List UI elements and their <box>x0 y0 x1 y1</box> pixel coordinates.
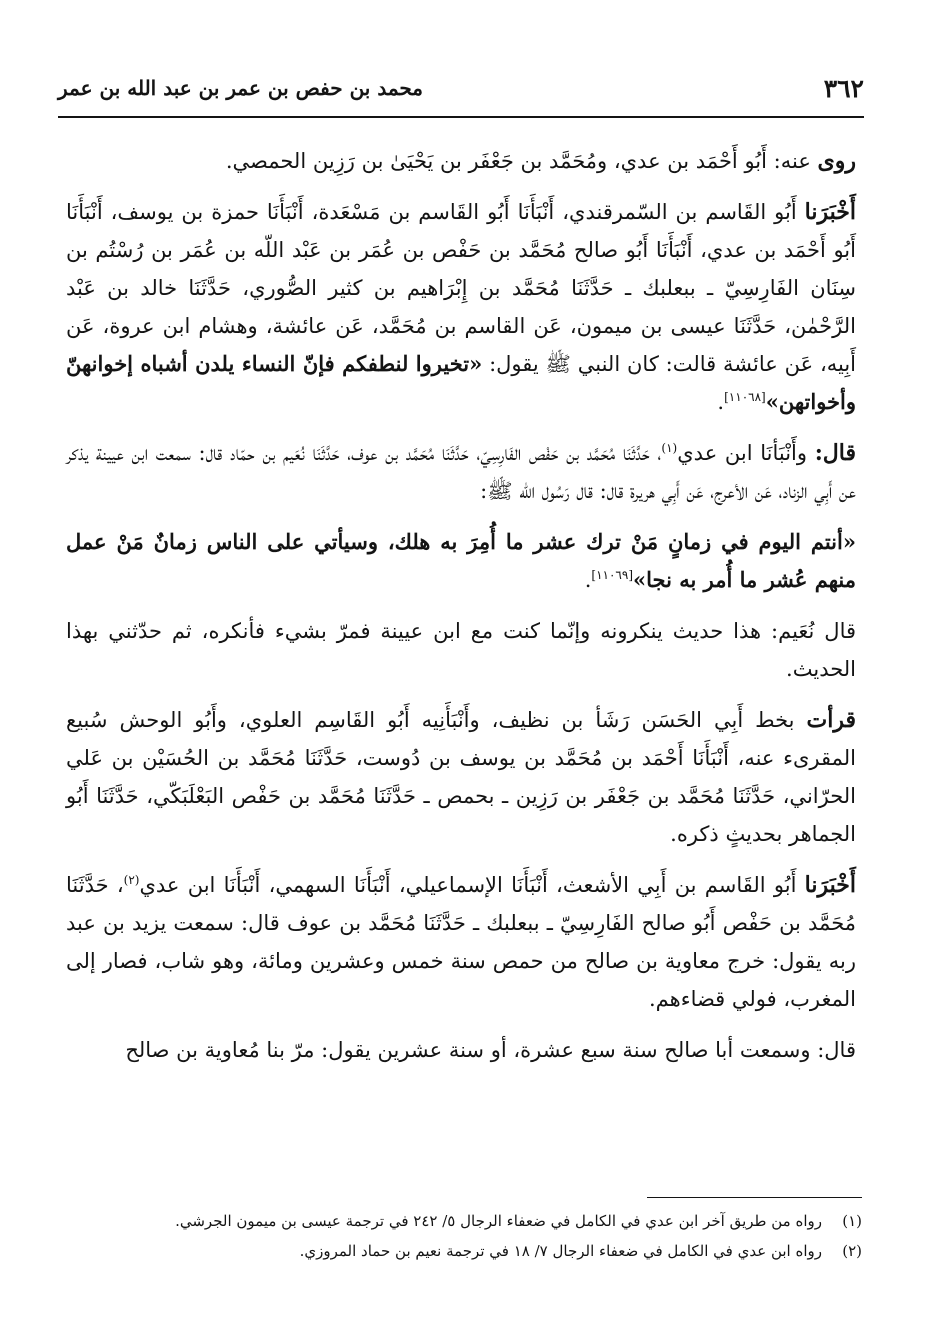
page-number: ٣٦٢ <box>823 73 864 103</box>
footnote-rule <box>647 1197 862 1198</box>
running-title: محمد بن حفص بن عمر بن عبد الله بن عمر <box>58 76 424 100</box>
page-header <box>58 68 864 108</box>
paragraph-narrators <box>66 142 856 180</box>
footnote-2 <box>70 1236 862 1266</box>
footnote-1 <box>70 1206 862 1236</box>
paragraph-text: بخط أَبِي الحَسَن رَشَأ بن نظيف، وأَنْبَأَنِيه أَبُو القَاسِم العلوي، وأَبُو الوحش سُبيع المقرىء عنه، أَنْبَأَنَا أَحْمَد بن مُحَمَّد بن يوسف بن دُوست، حَدَّثَنَا مُحَمَّد بن الحُسَيْن بن عَلي الحرّاني، حَدَّثَنَا مُحَمَّد بن جَعْفَر بن رَزِين ـ بحمص ـ حَدَّثَنَا مُحَمَّد بن حَفْص البَعْلَبَكّي، حَدَّثَنَا أَبُو الجماهر بحديثٍ ذكره. <box>66 708 856 846</box>
footnotes <box>70 1206 862 1266</box>
paragraph-text: أَبُو القَاسم بن السّمرقندي، أَنْبَأَنَا أَبُو القَاسم بن مَسْعَدة، أَنْبَأَنَا حمزة بن يوسف، أَنْبَأَنَا أَبُو أَحْمَد بن عدي، أَنْبَأَنَا أَبُو صالح مُحَمَّد بن حَفْص بن عُمَر بن عَبْد اللّه بن عُمَر بن رُسْتُم بن سِنَان الفَارِسِيّ ـ ببعلبك ـ حَدَّثَنَا مُحَمَّد بن إِبْرَاهيم بن كثير الصُّوري، حَدَّثَنَا خالد بن عَبْد الرَّحْمٰن، حَدَّثَنَا عيسى بن ميمون، عَن القاسم بن مُحَمَّد، عَن عائشة، وهشام ابن عروة، عَن أَبِيه، عَن عائشة قالت: كان النبي ﷺ يقول: <box>66 200 857 376</box>
paragraph-text: قال نُعَيم: هذا حديث ينكرونه وإنّما كنت مع ابن عيينة فمرّ بشيء فأنكره، ثم حدّثني بهذا الحديث. <box>66 619 856 681</box>
paragraph-hadith-1 <box>66 193 856 421</box>
hadith-number: [١١٠٦٨] <box>724 390 766 404</box>
paragraph-text: ، حَدَّثَنَا مُحَمَّد بن حَفْص الفَارِسِيّ، حَدَّثَنَا مُحَمَّد بن عوف، حَدَّثَنَا نُعَيم بن حمّاد قال: سمعت ابن عيينة يذكر عن أَبِي الزناد، عَن الأعرج، عَن أَبِي هريرة قال: قال رَسُول اللّه ﷺ: <box>66 441 856 503</box>
hadith-quote: «تخيروا لنطفكم فإنّ النساء يلدن أشباه إخوانهنّ وأخواتهن» <box>66 351 856 414</box>
paragraph-text: قال: وسمعت أبا صالح سنة سبع عشرة، أو سنة عشرين يقول: مرّ بنا مُعاوية بن صالح <box>125 1038 856 1062</box>
footnote-ref[interactable]: (٢) <box>123 873 140 887</box>
hadith-number: [١١٠٦٩] <box>591 568 633 582</box>
paragraph-report <box>66 866 856 1018</box>
footnote-text: رواه ابن عدي في الكامل في ضعفاء الرجال ٧/ ١٨ في ترجمة نعيم بن حماد المروزي. <box>299 1242 822 1260</box>
paragraph-last <box>66 1031 856 1069</box>
paragraph-keyword: روى <box>817 148 856 174</box>
paragraph-reading <box>66 701 856 853</box>
sentence-end: . <box>584 568 592 592</box>
header-rule <box>58 116 864 118</box>
paragraph-isnad-2 <box>66 434 856 510</box>
paragraph-keyword: قال: <box>814 440 857 466</box>
paragraph-keyword: قرأت <box>806 707 856 733</box>
sentence-end: . <box>717 390 725 414</box>
paragraph-comment <box>66 612 856 688</box>
paragraph-text: وأَنْبَأنَا ابن عدي <box>677 441 815 465</box>
paragraph-text: عنه: أَبُو أَحْمَد بن عدي، ومُحَمَّد بن جَعْفَر بن يَحْيَىٰ بن رَزِين الحمصي. <box>225 149 818 173</box>
footnote-number: (٢) <box>842 1242 862 1260</box>
paragraph-text: أَبُو القَاسم بن أَبِي الأشعث، أَنْبَأَنَا الإسماعيلي، أَنْبَأَنَا السهمي، أَنْبَأَنَا ابن عدي <box>139 873 805 897</box>
paragraph-keyword: أَخْبَرَنا <box>804 199 856 225</box>
footnote-text: رواه من طريق آخر ابن عدي في الكامل في ضعفاء الرجال ٥/ ٢٤٢ في ترجمة عيسى بن ميمون الجرشي. <box>175 1212 822 1230</box>
page-body <box>66 142 856 1082</box>
hadith-quote: «أنتم اليوم في زمانٍ مَنْ ترك عشر ما أُمِرَ به هلك، وسيأتي على الناس زمانٌ مَنْ عمل منهم عُشر ما أُمر به نجا» <box>66 529 856 592</box>
footnote-ref[interactable]: (١) <box>661 441 678 455</box>
paragraph-keyword: أَخْبَرَنا <box>804 872 856 898</box>
paragraph-text: ، حَدَّثَنَا مُحَمَّد بن حَفْص أَبُو صالح الفَارِسِيّ ـ ببعلبك ـ حَدَّثَنَا مُحَمَّد بن عوف قال: سمعت يزيد بن عبد ربه يقول: خرج معاوية بن صالح من حمص سنة خمس وعشرين ومائة، وهو شاب، فصار إلى المغرب، فولي قضاءهم. <box>66 873 856 1011</box>
footnote-number: (١) <box>842 1212 862 1230</box>
paragraph-hadith-2 <box>66 523 856 599</box>
